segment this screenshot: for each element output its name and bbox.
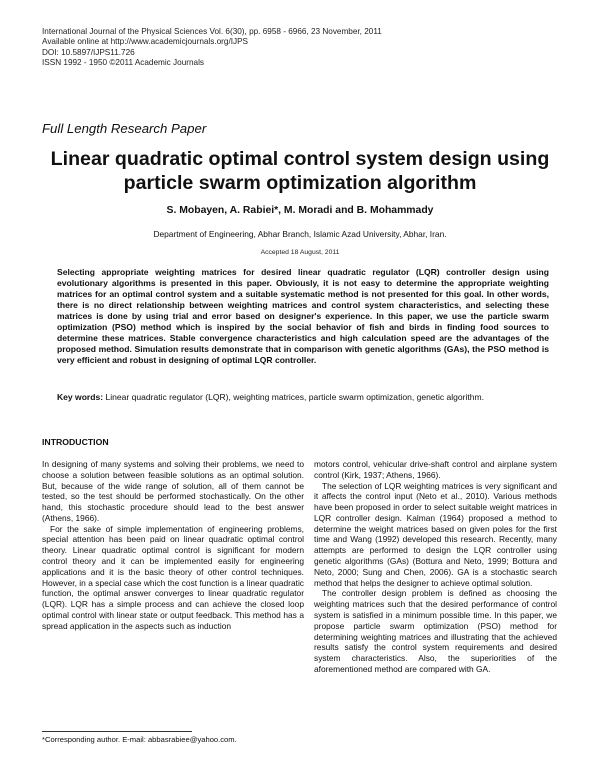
keywords-label: Key words: bbox=[57, 392, 104, 402]
journal-citation: International Journal of the Physical Sciences Vol. 6(30), pp. 6958 - 6966, 23 November, 2011 bbox=[42, 27, 382, 36]
footnote: *Corresponding author. E-mail: abbasrabiee@yahoo.com. bbox=[42, 735, 237, 744]
body-paragraph: For the sake of simple implementation of engineering problems, special attention has been paid on linear quadratic optimal control theory. Linear quadratic optimal control is significant for modern control theory and it can be implemented easily for engineering applications and it is the basic theory of other control techniques. However, in a special case which the cost function is a linear quadratic function, the optimal answer converges to linear quadratic regulator (LQR). LQR has a simple process and can achieve the closed loop optimal control with linear state or output feedback. This method has a spread application in the aspects such as induction bbox=[42, 523, 304, 631]
affiliation: Department of Engineering, Abhar Branch, Islamic Azad University, Abhar, Iran. bbox=[153, 229, 447, 239]
keywords bbox=[57, 392, 549, 403]
journal-issn: ISSN 1992 - 1950 ©2011 Academic Journals bbox=[42, 58, 204, 68]
journal-header bbox=[42, 27, 562, 69]
paper-title-line-2: particle swarm optimization algorithm bbox=[123, 172, 477, 194]
body-column-left bbox=[42, 459, 304, 632]
keywords-text: Linear quadratic regulator (LQR), weighting matrices, particle swarm optimization, genetic algorithm. bbox=[103, 392, 485, 402]
body-paragraph: The selection of LQR weighting matrices is very significant and it affects the control input (Neto et al., 2010). Various methods have been proposed in order to select suitable weight matrices in LQR controller design. Kalman (1964) proposed a method to determine the weight matrices based on given poles for the first time and Wang (1992) developed this research. Recently, many attempts are performed to design the LQR controller using genetic algorithms (GAs) (Bottura and Neto, 1999; Bottura and Neto, 2000; Sung and Chen, 2006). GA is a stochastic search method that helps the designer to achieve optimal solution. bbox=[314, 480, 557, 588]
accepted-date: Accepted 18 August, 2011 bbox=[260, 249, 340, 256]
abstract: Selecting appropriate weighting matrices for desired linear quadratic regulator (LQR) controller design using evolutionary algorithms is presented in this paper. Obviously, it is not easy to determine the appropriate weighting matrices for an optimal control system and a suitable systematic method is not presented for this goal. In other words, there is no direct relationship between weighting matrices and control system characteristics, and selecting these matrices is done by using trial and error based on designer's experience. In this paper, we use the particle swarm optimization (PSO) method which is inspired by the social behavior of fish and birds in finding food sources to determine these matrices. Stable convergence characteristics and high calculation speed are the advantages of the proposed method. Simulation results demonstrate that in comparison with genetic algorithms (GAs), the PSO method is very efficient and robust in designing of optimal LQR controller. bbox=[57, 267, 549, 366]
journal-doi: DOI: 10.5897/IJPS11.726 bbox=[42, 47, 135, 57]
body-paragraph: In designing of many systems and solving their problems, we need to choose a solution between feasible solutions as an optimal solution. But, because of the wide range of solution, all of them cannot be tested, so the test should be performed stochastically. On the other hand, this stochastic procedure should lead to the best answer (Athens, 1966). bbox=[42, 459, 304, 523]
body-paragraph: motors control, vehicular drive-shaft control and airplane system control (Kirk, 1937; Athens, 1966). bbox=[314, 459, 557, 480]
journal-url: Available online at http://www.academicjournals.org/IJPS bbox=[42, 37, 249, 47]
paper-title-line-1: Linear quadratic optimal control system design using bbox=[50, 148, 550, 170]
paper-type: Full Length Research Paper bbox=[42, 121, 207, 136]
body-paragraph: The controller design problem is defined as choosing the weighting matrices such that the desired performance of control system is satisfied in a minimum possible time. In this paper, we propose particle swarm optimization (PSO) method for determining weighting matrices and illustrating that the achieved results satisfy the control system requirements and desired system characteristics. Also, the superiorities of the aforementioned method are compared with GA. bbox=[314, 588, 557, 674]
body-column-right bbox=[314, 459, 557, 675]
authors: S. Mobayen, A. Rabiei*, M. Moradi and B. Mohammady bbox=[166, 205, 434, 216]
section-heading-introduction: INTRODUCTION bbox=[42, 437, 109, 447]
paper-title bbox=[30, 147, 570, 195]
footnote-divider bbox=[42, 731, 192, 732]
